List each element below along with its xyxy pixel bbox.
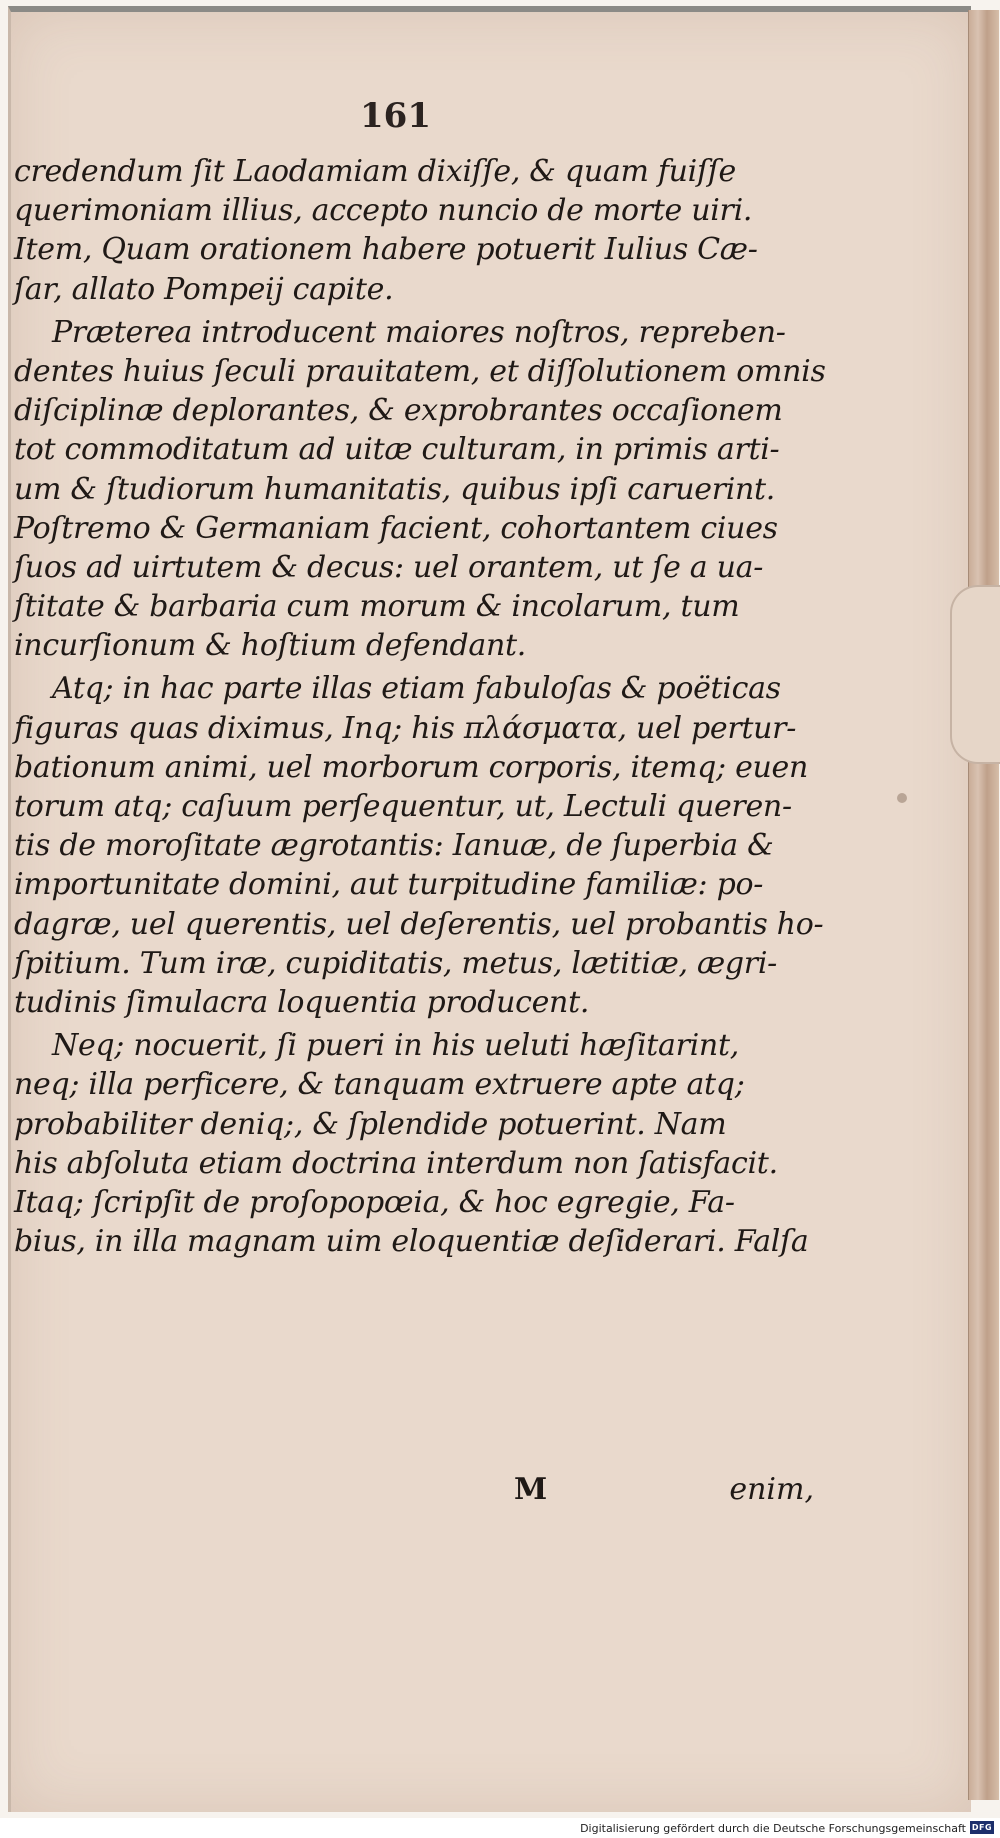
text-line: probabiliter deniq;, & ſplendide potuerint. Nam	[14, 1106, 727, 1142]
text-line: his abſoluta etiam doctrina interdum non ſatisfacit.	[14, 1145, 778, 1181]
catchword-row	[14, 1472, 814, 1512]
text-line: Atq; in hac parte illas etiam fabuloſas & poëticas	[52, 671, 781, 707]
page-edge	[968, 10, 999, 1800]
text-line: incurſionum & hoſtium defendant.	[14, 628, 526, 664]
paper-stain	[897, 793, 907, 803]
text-line: diſciplinæ deplorantes, & exprobrantes occaſionem	[14, 393, 783, 429]
text-block	[14, 152, 826, 1261]
text-line: ſuos ad uirtutem & decus: uel orantem, ut ſe a ua-	[14, 549, 764, 585]
footer-credit: Digitalisierung gefördert durch die Deutsche Forschungsgemeinschaft	[580, 1822, 966, 1835]
text-line: tudinis ſimulacra loquentia producent.	[14, 984, 590, 1020]
text-line: querimoniam illius, accepto nuncio de morte uiri.	[14, 193, 753, 229]
text-line: um & ſtudiorum humanitatis, quibus ipſi caruerint.	[14, 471, 776, 507]
text-line: Præterea introducent maiores noſtros, repreben-	[52, 314, 786, 350]
signature-mark: M	[514, 1472, 548, 1507]
text-line: Item, Quam orationem habere potuerit Iulius Cæ-	[14, 232, 758, 268]
text-line: ſar, allato Pompeij capite.	[14, 271, 394, 307]
text-line: figuras quas diximus, Inq; his πλάσματα, uel pertur-	[14, 710, 797, 746]
text-line: importunitate domini, aut turpitudine familiæ: po-	[14, 867, 764, 903]
page-number: 161	[360, 96, 431, 136]
text-line: dentes huius ſeculi prauitatem, et diſſolutionem omnis	[14, 353, 826, 389]
text-line: tot commoditatum ad uitæ culturam, in primis arti-	[14, 432, 780, 468]
text-line: tis de moroſitate ægrotantis: Ianuæ, de ſuperbia &	[14, 828, 774, 864]
text-line: ſpitium. Tum iræ, cupiditatis, metus, lætitiæ, ægri-	[14, 945, 777, 981]
text-line: dagræ, uel querentis, uel deſerentis, uel probantis ho-	[14, 906, 824, 942]
text-line: ſtitate & barbaria cum morum & incolarum, tum	[14, 589, 740, 625]
text-line: Itaq; ſcripſit de proſopopœia, & hoc egregie, Fa-	[14, 1184, 735, 1220]
text-line: torum atq; caſuum perſequentur, ut, Lectuli queren-	[14, 789, 792, 824]
text-line: credendum ſit Laodamiam dixiſſe, & quam fuiſſe	[14, 154, 737, 189]
dfg-logo-icon: DFG	[971, 1823, 993, 1832]
text-line: Poſtremo & Germaniam facient, cohortantem ciues	[14, 510, 778, 546]
catchword: enim,	[729, 1472, 814, 1507]
text-line: bius, in illa magnam uim eloquentiæ deſiderari. Falſa	[14, 1224, 809, 1260]
text-line: Neq; nocuerit, ſi pueri in his ueluti hæſitarint,	[52, 1028, 739, 1064]
text-line: neq; illa perficere, & tanquam extruere apte atq;	[14, 1067, 745, 1103]
page-tab-notch	[950, 585, 1000, 764]
text-line: bationum animi, uel morborum corporis, itemq; euen	[14, 749, 809, 785]
